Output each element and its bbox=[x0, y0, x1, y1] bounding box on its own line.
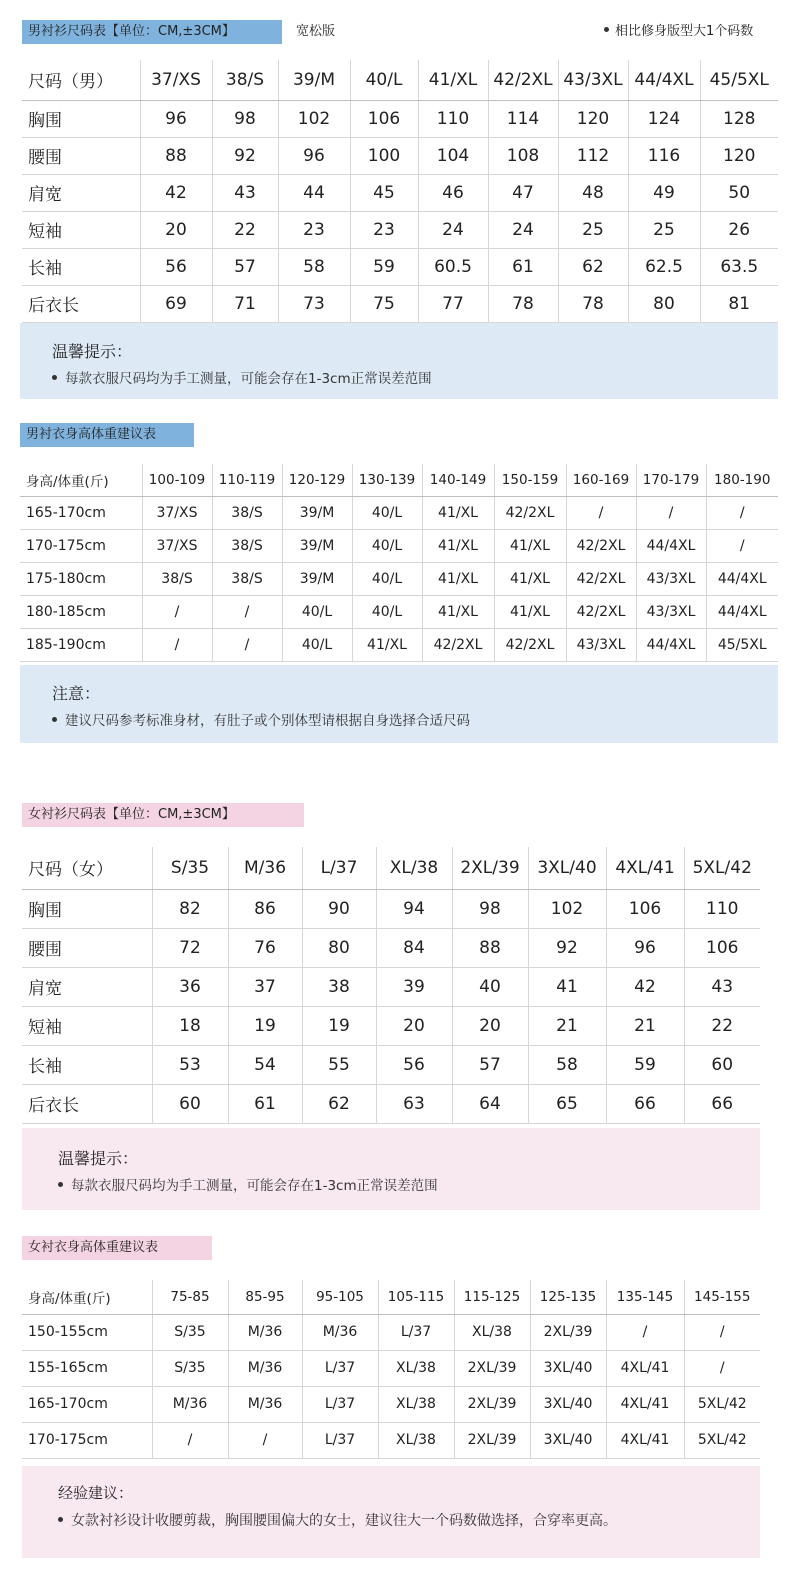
table-cell: 44/4XL bbox=[636, 529, 706, 562]
table-cell: 41/XL bbox=[494, 595, 566, 628]
table-cell: 62 bbox=[302, 1084, 376, 1123]
table-cell: / bbox=[228, 1422, 302, 1458]
table-cell: 78 bbox=[488, 285, 558, 322]
column-header: 85-95 bbox=[228, 1280, 302, 1314]
table-cell: 20 bbox=[452, 1006, 528, 1045]
table-cell: 80 bbox=[628, 285, 700, 322]
table-cell: 22 bbox=[212, 211, 278, 248]
table-cell: 56 bbox=[140, 248, 212, 285]
column-header: 170-179 bbox=[636, 464, 706, 496]
row-label: 肩宽 bbox=[22, 967, 152, 1006]
table-cell: 2XL/39 bbox=[454, 1386, 530, 1422]
men-size-chart-header: 男衬衫尺码表【单位：CM,±3CM】 bbox=[22, 20, 282, 44]
row-label: 后衣长 bbox=[22, 285, 140, 322]
column-header: S/35 bbox=[152, 847, 228, 889]
table-cell: 60.5 bbox=[418, 248, 488, 285]
table-row bbox=[20, 529, 778, 562]
women-size-table bbox=[22, 847, 760, 1124]
column-header: 40/L bbox=[350, 60, 418, 100]
table-cell: M/36 bbox=[302, 1314, 378, 1350]
column-header: 3XL/40 bbox=[528, 847, 606, 889]
row-label: 胸围 bbox=[22, 889, 152, 928]
table-cell: 61 bbox=[228, 1084, 302, 1123]
column-header: 37/XS bbox=[140, 60, 212, 100]
table-cell: / bbox=[636, 496, 706, 529]
table-cell: 42 bbox=[606, 967, 684, 1006]
table-cell: 54 bbox=[228, 1045, 302, 1084]
table-cell: 80 bbox=[302, 928, 376, 967]
table-cell: 41/XL bbox=[494, 529, 566, 562]
table-cell: 48 bbox=[558, 174, 628, 211]
table-cell: 96 bbox=[606, 928, 684, 967]
table-cell: 62 bbox=[558, 248, 628, 285]
table-cell: 3XL/40 bbox=[530, 1422, 606, 1458]
table-cell: 40/L bbox=[352, 529, 422, 562]
table-cell: 88 bbox=[452, 928, 528, 967]
bullet-icon bbox=[58, 1182, 63, 1187]
table-cell: 98 bbox=[452, 889, 528, 928]
table-cell: 39 bbox=[376, 967, 452, 1006]
column-header: 4XL/41 bbox=[606, 847, 684, 889]
table-row bbox=[22, 1084, 760, 1123]
table-cell: 82 bbox=[152, 889, 228, 928]
attention-text bbox=[52, 709, 470, 729]
women-suggest-table bbox=[22, 1280, 760, 1459]
table-cell: 22 bbox=[684, 1006, 760, 1045]
table-cell: 4XL/41 bbox=[606, 1386, 684, 1422]
table-cell: 42/2XL bbox=[494, 496, 566, 529]
table-cell: 65 bbox=[528, 1084, 606, 1123]
table-row bbox=[22, 889, 760, 928]
row-label: 150-155cm bbox=[22, 1314, 152, 1350]
table-cell: 106 bbox=[684, 928, 760, 967]
advice-text-content: 女款衬衫设计收腰剪裁，胸围腰围偏大的女士，建议往大一个码数做选择，合穿率更高。 bbox=[71, 1513, 617, 1529]
table-row bbox=[22, 174, 778, 211]
table-cell: 23 bbox=[350, 211, 418, 248]
table-cell: 40/L bbox=[352, 595, 422, 628]
table-row bbox=[22, 928, 760, 967]
table-cell: 61 bbox=[488, 248, 558, 285]
row-label: 165-170cm bbox=[22, 1386, 152, 1422]
table-cell: 21 bbox=[528, 1006, 606, 1045]
table-row bbox=[20, 562, 778, 595]
table-cell: 42/2XL bbox=[494, 628, 566, 661]
table-row bbox=[22, 1006, 760, 1045]
row-label: 胸围 bbox=[22, 100, 140, 137]
table-cell: 63.5 bbox=[700, 248, 778, 285]
column-header: 145-155 bbox=[684, 1280, 760, 1314]
table-cell: 90 bbox=[302, 889, 376, 928]
table-cell: 110 bbox=[418, 100, 488, 137]
row-label: 长袖 bbox=[22, 248, 140, 285]
table-cell: 58 bbox=[278, 248, 350, 285]
table-cell: 43/3XL bbox=[636, 595, 706, 628]
column-header: 140-149 bbox=[422, 464, 494, 496]
table-cell: 58 bbox=[528, 1045, 606, 1084]
table-cell: 37 bbox=[228, 967, 302, 1006]
table-row bbox=[20, 628, 778, 661]
table-cell: XL/38 bbox=[378, 1386, 454, 1422]
table-cell: 60 bbox=[684, 1045, 760, 1084]
row-label: 155-165cm bbox=[22, 1350, 152, 1386]
column-header: 45/5XL bbox=[700, 60, 778, 100]
table-cell: 39/M bbox=[282, 562, 352, 595]
table-cell: 76 bbox=[228, 928, 302, 967]
table-cell: 39/M bbox=[282, 496, 352, 529]
column-header: 180-190 bbox=[706, 464, 778, 496]
table-cell: 92 bbox=[528, 928, 606, 967]
table-cell: 40 bbox=[452, 967, 528, 1006]
table-cell: 86 bbox=[228, 889, 302, 928]
column-header: 2XL/39 bbox=[452, 847, 528, 889]
table-cell: 62.5 bbox=[628, 248, 700, 285]
table-cell: 102 bbox=[278, 100, 350, 137]
table-cell: 20 bbox=[140, 211, 212, 248]
table-cell: 56 bbox=[376, 1045, 452, 1084]
column-header: 75-85 bbox=[152, 1280, 228, 1314]
table-cell: / bbox=[684, 1314, 760, 1350]
table-cell: 21 bbox=[606, 1006, 684, 1045]
table-cell: 4XL/41 bbox=[606, 1350, 684, 1386]
table-cell: M/36 bbox=[228, 1350, 302, 1386]
fit-note-text: 相比修身版型大1个码数 bbox=[615, 24, 754, 39]
table-row bbox=[22, 1314, 760, 1350]
table-row bbox=[22, 285, 778, 322]
table-row bbox=[22, 137, 778, 174]
row-label: 175-180cm bbox=[20, 562, 142, 595]
table-cell: L/37 bbox=[302, 1422, 378, 1458]
table-cell: 43/3XL bbox=[636, 562, 706, 595]
table-cell: 42/2XL bbox=[422, 628, 494, 661]
table-cell: 63 bbox=[376, 1084, 452, 1123]
column-header: 115-125 bbox=[454, 1280, 530, 1314]
row-label: 腰围 bbox=[22, 137, 140, 174]
table-cell: 38 bbox=[302, 967, 376, 1006]
table-cell: 42/2XL bbox=[566, 529, 636, 562]
table-cell: 47 bbox=[488, 174, 558, 211]
table-row bbox=[22, 967, 760, 1006]
table-row bbox=[22, 1045, 760, 1084]
table-cell: 2XL/39 bbox=[454, 1422, 530, 1458]
table-cell: 44 bbox=[278, 174, 350, 211]
column-header: 100-109 bbox=[142, 464, 212, 496]
table-cell: 25 bbox=[628, 211, 700, 248]
table-cell: L/37 bbox=[302, 1350, 378, 1386]
bullet-icon bbox=[52, 717, 57, 722]
table-cell: 106 bbox=[606, 889, 684, 928]
row-label: 后衣长 bbox=[22, 1084, 152, 1123]
column-header: 43/3XL bbox=[558, 60, 628, 100]
column-header: 尺码（男） bbox=[22, 60, 140, 100]
table-row bbox=[22, 100, 778, 137]
table-cell: 42 bbox=[140, 174, 212, 211]
attention-text-content: 建议尺码参考标准身材，有肚子或个别体型请根据自身选择合适尺码 bbox=[65, 713, 470, 729]
table-cell: 71 bbox=[212, 285, 278, 322]
table-cell: 75 bbox=[350, 285, 418, 322]
table-cell: XL/38 bbox=[378, 1422, 454, 1458]
table-cell: 66 bbox=[684, 1084, 760, 1123]
table-cell: / bbox=[212, 628, 282, 661]
table-cell: / bbox=[706, 496, 778, 529]
tip-title: 温馨提示： bbox=[52, 342, 133, 361]
row-label: 185-190cm bbox=[20, 628, 142, 661]
table-cell: 19 bbox=[302, 1006, 376, 1045]
table-cell: 3XL/40 bbox=[530, 1350, 606, 1386]
table-cell: 5XL/42 bbox=[684, 1422, 760, 1458]
table-header-row bbox=[22, 60, 778, 100]
table-cell: S/35 bbox=[152, 1350, 228, 1386]
column-header: 39/M bbox=[278, 60, 350, 100]
table-cell: 41/XL bbox=[422, 562, 494, 595]
row-label: 肩宽 bbox=[22, 174, 140, 211]
table-cell: 41/XL bbox=[352, 628, 422, 661]
table-cell: 73 bbox=[278, 285, 350, 322]
table-cell: / bbox=[142, 628, 212, 661]
tip-text bbox=[52, 367, 432, 387]
table-cell: 88 bbox=[140, 137, 212, 174]
table-cell: / bbox=[566, 496, 636, 529]
table-cell: 38/S bbox=[212, 529, 282, 562]
table-cell: 108 bbox=[488, 137, 558, 174]
table-row bbox=[22, 211, 778, 248]
table-cell: 46 bbox=[418, 174, 488, 211]
column-header: 130-139 bbox=[352, 464, 422, 496]
table-cell: 42/2XL bbox=[566, 562, 636, 595]
column-header: 160-169 bbox=[566, 464, 636, 496]
fit-note bbox=[604, 20, 753, 44]
fit-type-label: 宽松版 bbox=[296, 24, 336, 39]
table-cell: 44/4XL bbox=[706, 562, 778, 595]
table-cell: 124 bbox=[628, 100, 700, 137]
table-cell: 104 bbox=[418, 137, 488, 174]
bullet-icon bbox=[52, 375, 57, 380]
table-cell: 57 bbox=[452, 1045, 528, 1084]
table-cell: 128 bbox=[700, 100, 778, 137]
tip-text bbox=[58, 1174, 438, 1194]
table-row bbox=[22, 1386, 760, 1422]
table-cell: 98 bbox=[212, 100, 278, 137]
table-cell: 120 bbox=[700, 137, 778, 174]
table-cell: 110 bbox=[684, 889, 760, 928]
table-cell: 2XL/39 bbox=[530, 1314, 606, 1350]
men-suggest-header: 男衬衣身高体重建议表 bbox=[20, 423, 194, 447]
table-cell: / bbox=[606, 1314, 684, 1350]
table-cell: 41/XL bbox=[422, 595, 494, 628]
column-header: 38/S bbox=[212, 60, 278, 100]
women-size-chart-header: 女衬衫尺码表【单位：CM,±3CM】 bbox=[22, 803, 304, 827]
column-header: M/36 bbox=[228, 847, 302, 889]
table-cell: 59 bbox=[606, 1045, 684, 1084]
table-cell: 41/XL bbox=[422, 496, 494, 529]
women-tip-box bbox=[22, 1128, 760, 1210]
table-cell: 100 bbox=[350, 137, 418, 174]
table-cell: / bbox=[212, 595, 282, 628]
men-tip-box bbox=[20, 323, 778, 399]
men-attention-box bbox=[20, 665, 778, 743]
row-label: 165-170cm bbox=[20, 496, 142, 529]
table-cell: 44/4XL bbox=[706, 595, 778, 628]
table-row bbox=[20, 496, 778, 529]
table-cell: 72 bbox=[152, 928, 228, 967]
table-cell: / bbox=[706, 529, 778, 562]
table-cell: 53 bbox=[152, 1045, 228, 1084]
table-cell: 18 bbox=[152, 1006, 228, 1045]
table-cell: M/36 bbox=[228, 1314, 302, 1350]
advice-text bbox=[58, 1510, 617, 1530]
column-header: 95-105 bbox=[302, 1280, 378, 1314]
table-cell: 77 bbox=[418, 285, 488, 322]
table-row bbox=[22, 1350, 760, 1386]
row-label: 170-175cm bbox=[20, 529, 142, 562]
table-cell: 81 bbox=[700, 285, 778, 322]
table-cell: L/37 bbox=[302, 1386, 378, 1422]
table-cell: M/36 bbox=[152, 1386, 228, 1422]
table-cell: S/35 bbox=[152, 1314, 228, 1350]
column-header: L/37 bbox=[302, 847, 376, 889]
table-cell: 50 bbox=[700, 174, 778, 211]
table-cell: 37/XS bbox=[142, 529, 212, 562]
column-header: 120-129 bbox=[282, 464, 352, 496]
table-cell: 38/S bbox=[212, 496, 282, 529]
table-cell: 60 bbox=[152, 1084, 228, 1123]
table-cell: 40/L bbox=[352, 496, 422, 529]
table-cell: XL/38 bbox=[378, 1350, 454, 1386]
column-header: 42/2XL bbox=[488, 60, 558, 100]
table-row bbox=[22, 1422, 760, 1458]
table-cell: 3XL/40 bbox=[530, 1386, 606, 1422]
table-cell: 38/S bbox=[142, 562, 212, 595]
table-cell: 42/2XL bbox=[566, 595, 636, 628]
table-header-row bbox=[22, 1280, 760, 1314]
table-cell: 84 bbox=[376, 928, 452, 967]
table-cell: 40/L bbox=[352, 562, 422, 595]
table-cell: 40/L bbox=[282, 628, 352, 661]
column-header: 125-135 bbox=[530, 1280, 606, 1314]
table-cell: / bbox=[684, 1350, 760, 1386]
table-cell: 24 bbox=[488, 211, 558, 248]
table-cell: 40/L bbox=[282, 595, 352, 628]
table-cell: 19 bbox=[228, 1006, 302, 1045]
column-header: 尺码（女） bbox=[22, 847, 152, 889]
row-label: 170-175cm bbox=[22, 1422, 152, 1458]
table-cell: 69 bbox=[140, 285, 212, 322]
table-cell: 78 bbox=[558, 285, 628, 322]
table-cell: 4XL/41 bbox=[606, 1422, 684, 1458]
table-cell: 26 bbox=[700, 211, 778, 248]
table-cell: / bbox=[152, 1422, 228, 1458]
row-label: 短袖 bbox=[22, 211, 140, 248]
table-cell: 114 bbox=[488, 100, 558, 137]
advice-title: 经验建议： bbox=[58, 1484, 134, 1502]
tip-text-content: 每款衣服尺码均为手工测量，可能会存在1-3cm正常误差范围 bbox=[65, 371, 432, 387]
table-cell: 96 bbox=[278, 137, 350, 174]
row-label: 腰围 bbox=[22, 928, 152, 967]
table-row bbox=[22, 248, 778, 285]
row-label: 180-185cm bbox=[20, 595, 142, 628]
table-cell: 94 bbox=[376, 889, 452, 928]
table-cell: 24 bbox=[418, 211, 488, 248]
table-cell: 102 bbox=[528, 889, 606, 928]
table-cell: 43 bbox=[684, 967, 760, 1006]
table-cell: 5XL/42 bbox=[684, 1386, 760, 1422]
table-cell: 96 bbox=[140, 100, 212, 137]
table-cell: 66 bbox=[606, 1084, 684, 1123]
column-header: 105-115 bbox=[378, 1280, 454, 1314]
table-cell: 41 bbox=[528, 967, 606, 1006]
table-cell: L/37 bbox=[378, 1314, 454, 1350]
table-cell: 120 bbox=[558, 100, 628, 137]
table-cell: XL/38 bbox=[454, 1314, 530, 1350]
table-cell: 38/S bbox=[212, 562, 282, 595]
column-header: 身高/体重(斤) bbox=[20, 464, 142, 496]
table-cell: 36 bbox=[152, 967, 228, 1006]
women-advice-box bbox=[22, 1466, 760, 1558]
column-header: 41/XL bbox=[418, 60, 488, 100]
table-cell: 112 bbox=[558, 137, 628, 174]
table-cell: 57 bbox=[212, 248, 278, 285]
women-suggest-header: 女衬衣身高体重建议表 bbox=[22, 1236, 212, 1260]
men-suggest-table bbox=[20, 464, 778, 662]
table-cell: 59 bbox=[350, 248, 418, 285]
table-cell: 44/4XL bbox=[636, 628, 706, 661]
table-cell: 39/M bbox=[282, 529, 352, 562]
bullet-icon bbox=[58, 1517, 63, 1522]
column-header: 135-145 bbox=[606, 1280, 684, 1314]
attention-title: 注意： bbox=[52, 684, 101, 703]
table-cell: 25 bbox=[558, 211, 628, 248]
row-label: 长袖 bbox=[22, 1045, 152, 1084]
table-header-row bbox=[22, 847, 760, 889]
column-header: 身高/体重(斤) bbox=[22, 1280, 152, 1314]
column-header: 44/4XL bbox=[628, 60, 700, 100]
table-header-row bbox=[20, 464, 778, 496]
table-cell: 64 bbox=[452, 1084, 528, 1123]
row-label: 短袖 bbox=[22, 1006, 152, 1045]
tip-text-content: 每款衣服尺码均为手工测量，可能会存在1-3cm正常误差范围 bbox=[71, 1178, 438, 1194]
tip-title: 温馨提示： bbox=[58, 1149, 139, 1168]
column-header: 110-119 bbox=[212, 464, 282, 496]
table-cell: 20 bbox=[376, 1006, 452, 1045]
table-cell: 2XL/39 bbox=[454, 1350, 530, 1386]
table-cell: 106 bbox=[350, 100, 418, 137]
table-cell: 23 bbox=[278, 211, 350, 248]
table-cell: 45 bbox=[350, 174, 418, 211]
bullet-icon bbox=[604, 27, 609, 32]
table-cell: 116 bbox=[628, 137, 700, 174]
table-cell: 92 bbox=[212, 137, 278, 174]
men-size-table bbox=[22, 60, 778, 323]
table-cell: / bbox=[142, 595, 212, 628]
column-header: XL/38 bbox=[376, 847, 452, 889]
table-cell: 43 bbox=[212, 174, 278, 211]
column-header: 150-159 bbox=[494, 464, 566, 496]
column-header: 5XL/42 bbox=[684, 847, 760, 889]
table-cell: 41/XL bbox=[422, 529, 494, 562]
table-row bbox=[20, 595, 778, 628]
table-cell: 41/XL bbox=[494, 562, 566, 595]
table-cell: M/36 bbox=[228, 1386, 302, 1422]
table-cell: 37/XS bbox=[142, 496, 212, 529]
table-cell: 45/5XL bbox=[706, 628, 778, 661]
table-cell: 49 bbox=[628, 174, 700, 211]
table-cell: 55 bbox=[302, 1045, 376, 1084]
table-cell: 43/3XL bbox=[566, 628, 636, 661]
